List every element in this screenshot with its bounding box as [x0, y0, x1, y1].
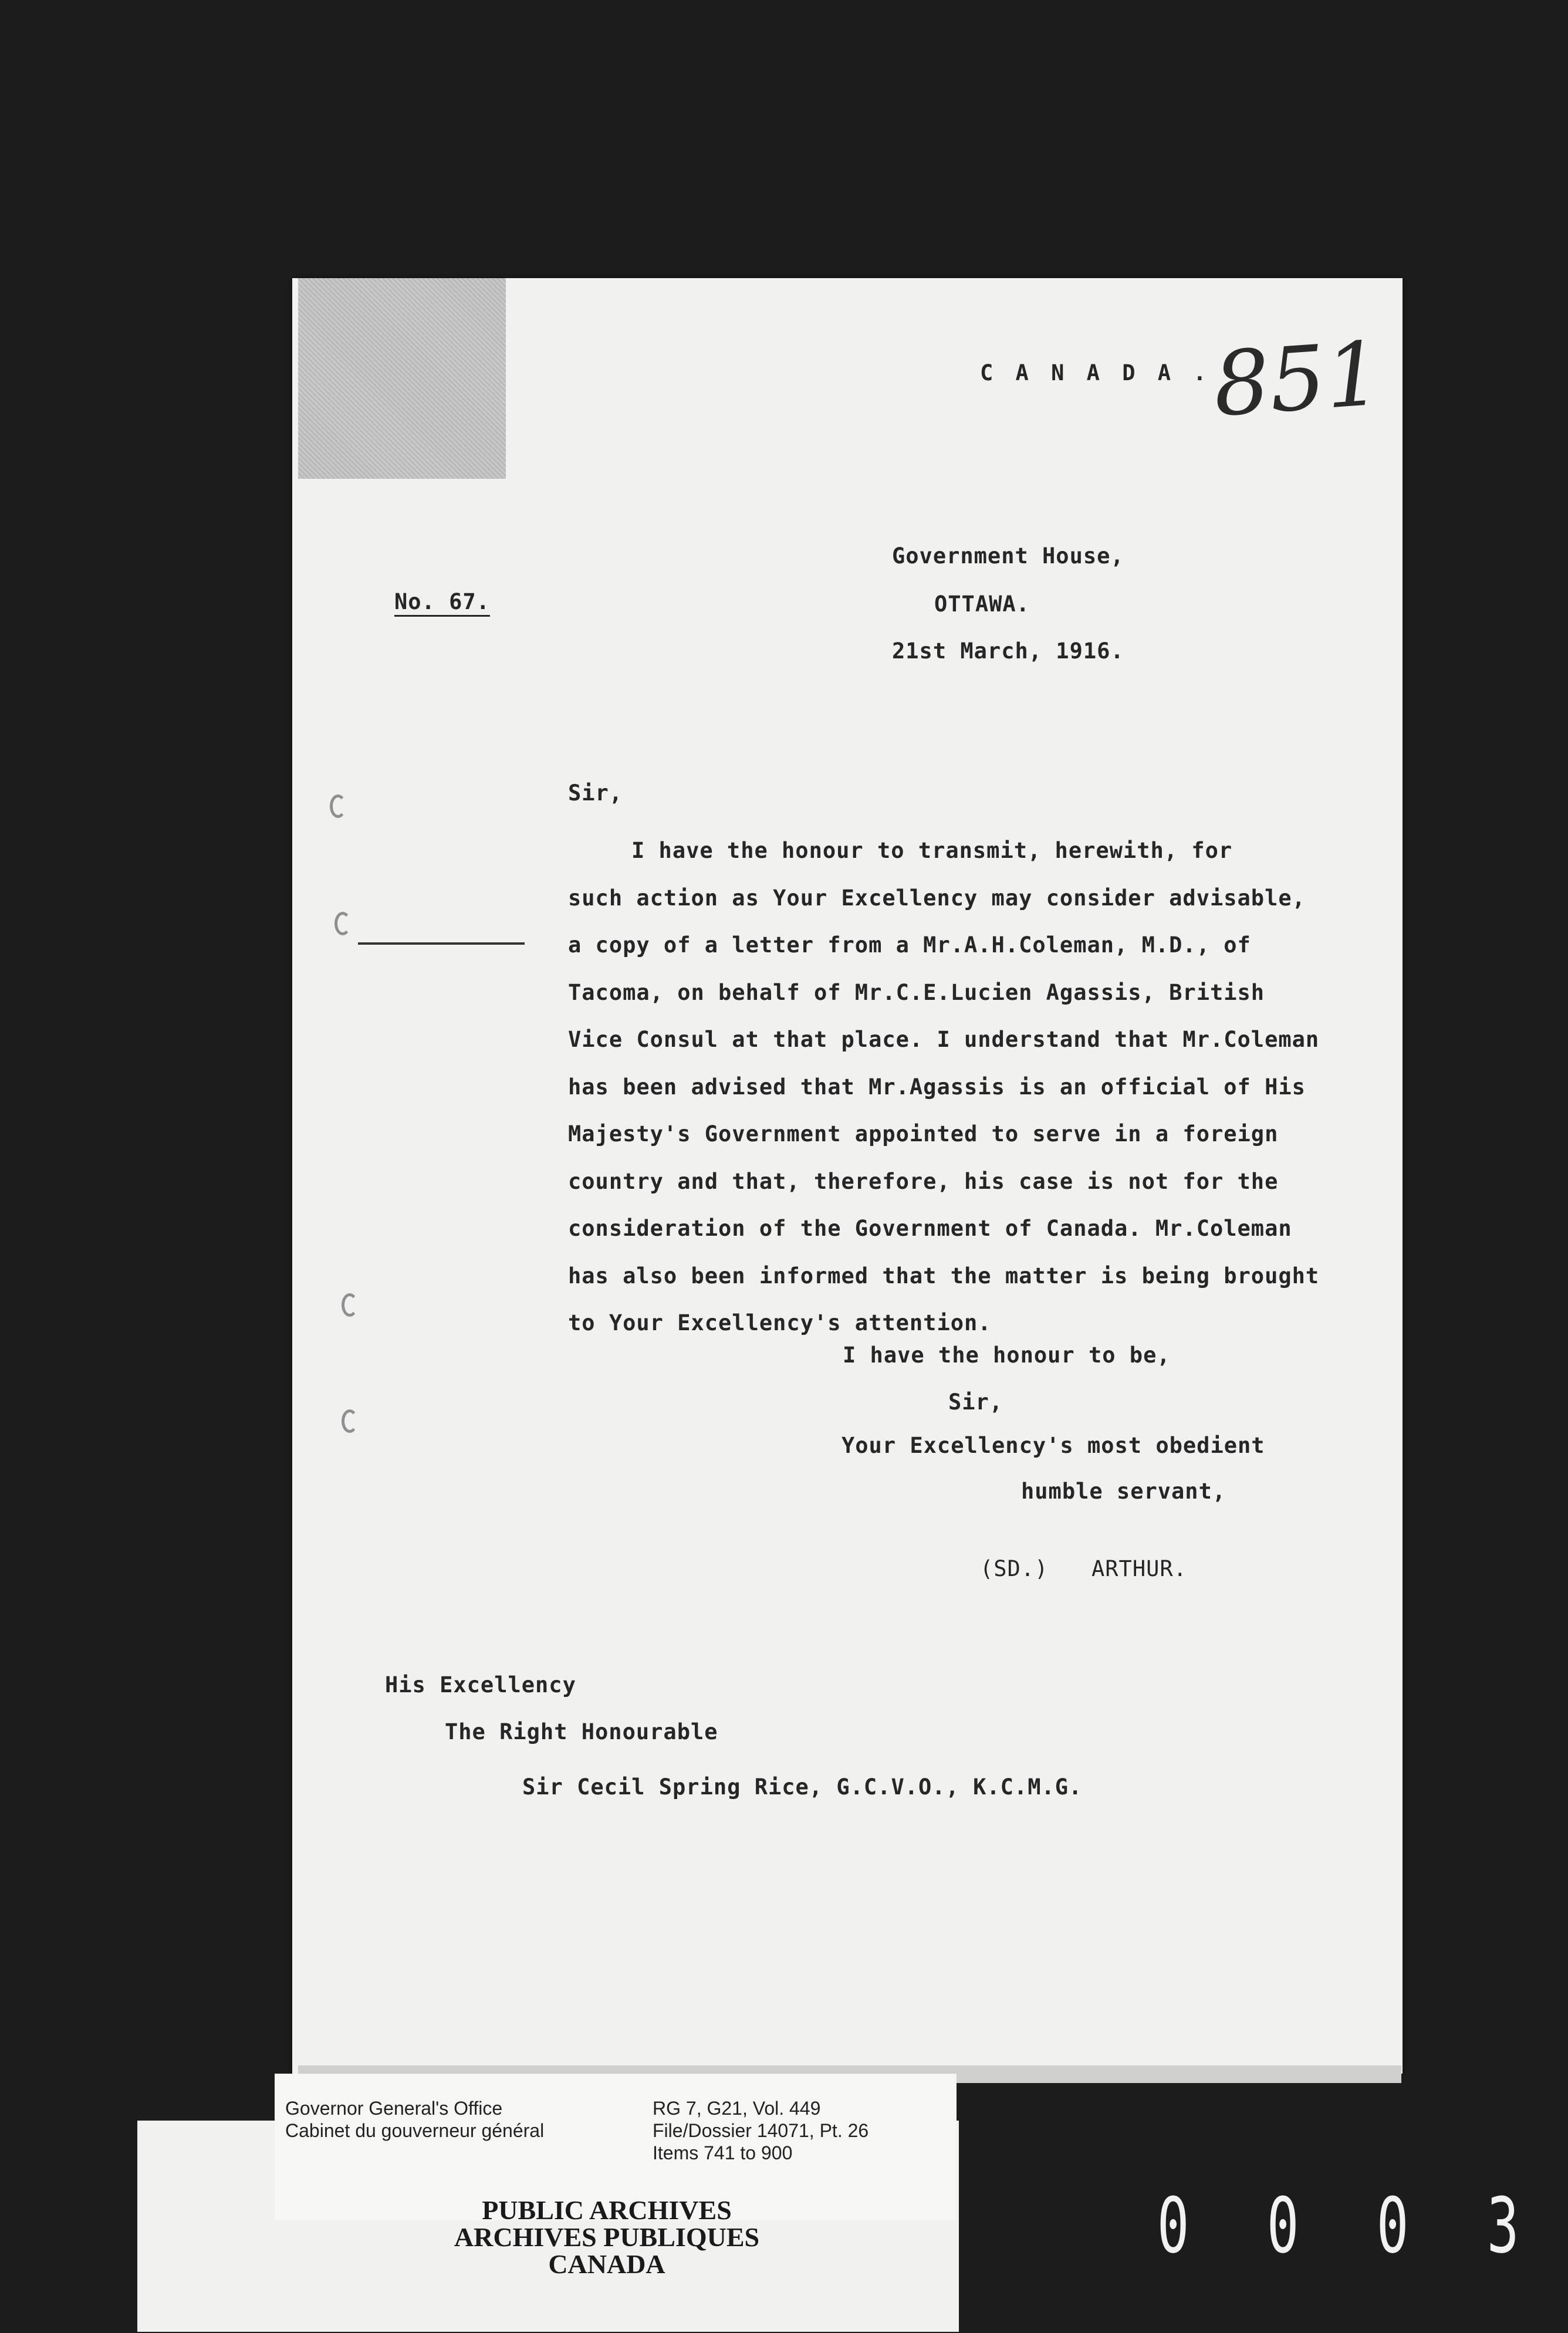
archives-line-1: PUBLIC ARCHIVES: [482, 2195, 732, 2225]
frame-digit: 0: [1377, 2181, 1410, 2270]
frame-digit: 0: [1266, 2181, 1299, 2270]
archives-stamp: [431, 2197, 783, 2278]
body-line: has also been informed that the matter is being brought: [568, 1263, 1320, 1289]
closing-line-2: Sir,: [948, 1389, 1003, 1415]
signature-name: ARTHUR.: [1091, 1556, 1187, 1581]
items-range: Items 741 to 900: [653, 2142, 793, 2163]
letter-body: [568, 827, 1349, 1347]
addressee-line-1: His Excellency: [385, 1672, 576, 1698]
body-line: I have the honour to transmit, herewith, for: [631, 838, 1233, 863]
archives-line-3: CANADA: [548, 2249, 665, 2279]
body-line: Tacoma, on behalf of Mr.C.E.Lucien Agassis, British: [568, 979, 1265, 1005]
signature-mark: (SD.): [980, 1556, 1049, 1581]
file-dossier: File/Dossier 14071, Pt. 26: [653, 2120, 869, 2141]
body-line: Vice Consul at that place. I understand that Mr.Coleman: [568, 1027, 1320, 1052]
closing-line-3: Your Excellency's most obedient: [842, 1433, 1265, 1458]
letter-date: 21st March, 1916.: [892, 638, 1124, 664]
body-line: such action as Your Excellency may consider advisable,: [568, 885, 1306, 911]
body-line: has been advised that Mr.Agassis is an official of His: [568, 1074, 1306, 1100]
record-group: RG 7, G21, Vol. 449: [653, 2098, 821, 2119]
punch-hole: [342, 1293, 358, 1317]
archives-line-2: ARCHIVES PUBLIQUES: [454, 2222, 760, 2252]
frame-digit: 3: [1486, 2181, 1519, 2270]
body-line: Majesty's Government appointed to serve in a foreign: [568, 1121, 1279, 1147]
frame-number: [1150, 2182, 1526, 2270]
country-heading: C A N A D A .: [980, 360, 1211, 386]
folio-number: 851: [1210, 323, 1385, 437]
body-line: country and that, therefore, his case is not for the: [568, 1168, 1279, 1194]
punch-hole: [334, 912, 351, 935]
closing-line-4: humble servant,: [1021, 1479, 1226, 1504]
letter-number: No. 67.: [394, 589, 490, 614]
salutation: Sir,: [568, 780, 623, 806]
address-line-2: OTTAWA.: [934, 591, 1030, 617]
margin-rule: [358, 942, 525, 945]
office-french: Cabinet du gouverneur général: [285, 2120, 545, 2141]
address-line-1: Government House,: [892, 543, 1124, 569]
closing-line-1: I have the honour to be,: [843, 1343, 1171, 1368]
body-line: to Your Excellency's attention.: [568, 1310, 992, 1335]
addressee-line-3: Sir Cecil Spring Rice, G.C.V.O., K.C.M.G.: [522, 1774, 1083, 1800]
office-english: Governor General's Office: [285, 2098, 503, 2119]
punch-hole: [342, 1409, 358, 1433]
punch-hole: [330, 794, 346, 818]
frame-digit: 0: [1157, 2181, 1189, 2270]
tape-patch: [298, 278, 506, 479]
body-line: a copy of a letter from a Mr.A.H.Coleman, M.D., of: [568, 932, 1251, 958]
addressee-line-2: The Right Honourable: [445, 1719, 718, 1744]
body-line: consideration of the Government of Canada. Mr.Coleman: [568, 1216, 1292, 1241]
